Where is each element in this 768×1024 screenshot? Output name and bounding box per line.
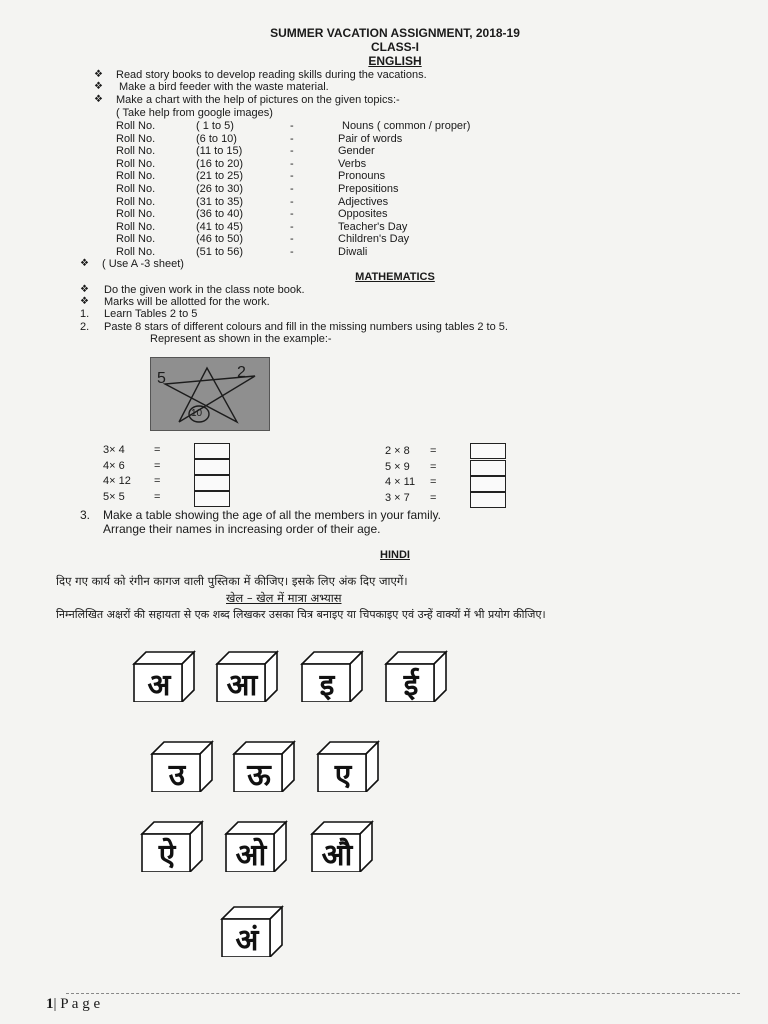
cube-letter: औ — [321, 837, 353, 873]
page-number — [46, 996, 100, 1013]
roll-topic: Adjectives — [338, 195, 389, 208]
star-right-number: 2 — [237, 364, 246, 381]
roll-label: Roll No. — [116, 246, 156, 258]
page-label: | P a g e — [53, 996, 101, 1012]
bullet-icon: ❖ — [94, 81, 103, 92]
roll-range: (16 to 20) — [196, 157, 244, 170]
roll-topic: Opposites — [338, 208, 388, 221]
mathematics-heading: MATHEMATICS — [355, 271, 435, 283]
problem-eq: = — [430, 492, 437, 504]
roll-dash: - — [290, 132, 294, 145]
roll-topic: Children's Day — [338, 233, 410, 246]
roll-range: (21 to 25) — [196, 170, 244, 183]
roll-dash: - — [290, 220, 294, 233]
hindi-subheading: खेल – खेल में मात्रा अभ्यास — [226, 591, 342, 605]
roll-label: Roll No. — [116, 170, 156, 183]
answer-box[interactable] — [194, 491, 230, 507]
english-item-2: Make a bird feeder with the waste material. — [119, 81, 329, 93]
roll-topic: Gender — [338, 145, 375, 158]
math-item-2: Paste 8 stars of different colours and fill in the missing numbers using tables 2 to 5. — [104, 321, 508, 333]
roll-dash: - — [290, 246, 294, 258]
page-title: SUMMER VACATION ASSIGNMENT, 2018-19 — [270, 26, 520, 40]
cube-letter: आ — [226, 667, 258, 703]
english-item-1: Read story books to develop reading skills during the vacations. — [116, 69, 427, 81]
math-item-2-num: 2. — [80, 321, 90, 333]
cube-letter: अ — [147, 667, 171, 703]
roll-dash: - — [290, 183, 294, 195]
letter-cube — [310, 820, 374, 872]
roll-dash: - — [290, 208, 294, 221]
cube-letter: ऊ — [247, 757, 271, 793]
roll-topic: Nouns ( common / proper) — [342, 120, 471, 132]
answer-box[interactable] — [194, 443, 230, 459]
english-item-3: Make a chart with the help of pictures on the given topics:- — [116, 94, 400, 106]
problem-eq: = — [154, 444, 161, 456]
answer-box[interactable] — [470, 443, 506, 459]
letter-cube — [384, 650, 448, 702]
roll-label: Roll No. — [116, 183, 156, 195]
bullet-icon: ❖ — [94, 94, 103, 105]
problem-expr: 4× 6 — [103, 460, 125, 472]
math-item-1-num: 1. — [80, 308, 90, 320]
footer-divider — [66, 993, 740, 994]
bullet-icon: ❖ — [94, 69, 103, 80]
bullet-icon: ❖ — [80, 296, 89, 307]
roll-label: Roll No. — [116, 157, 156, 170]
english-heading: ENGLISH — [368, 54, 422, 68]
problem-expr: 4 × 11 — [385, 476, 416, 488]
star-icon — [151, 358, 269, 430]
letter-cube — [220, 905, 284, 957]
star-center-number: 10 — [191, 408, 203, 419]
letter-cube — [224, 820, 288, 872]
roll-topic: Pair of words — [338, 132, 403, 145]
roll-range: (11 to 15) — [196, 145, 243, 158]
problem-expr: 2 × 8 — [385, 445, 410, 457]
roll-label: Roll No. — [116, 233, 156, 246]
roll-dash: - — [290, 170, 294, 183]
roll-range: ( 1 to 5) — [196, 120, 234, 132]
star-example-image — [150, 357, 270, 431]
math-item-3-line-1: Make a table showing the age of all the members in your family. — [103, 508, 441, 522]
problem-eq: = — [430, 476, 437, 488]
math-item-1: Learn Tables 2 to 5 — [104, 308, 198, 320]
problem-expr: 5 × 9 — [385, 461, 410, 473]
roll-label: Roll No. — [116, 132, 156, 145]
roll-range: (6 to 10) — [196, 132, 237, 145]
hindi-line-1: दिए गए कार्य को रंगीन कागज वाली पुस्तिका में कीजिए। इसके लिए अंक दिए जाएगें। — [56, 574, 408, 588]
roll-dash: - — [290, 233, 294, 246]
roll-topic: Verbs — [338, 157, 367, 170]
problem-expr: 3 × 7 — [385, 492, 410, 504]
roll-dash: - — [290, 120, 294, 132]
roll-dash: - — [290, 145, 294, 158]
hindi-heading: HINDI — [380, 549, 410, 561]
cube-letter: ए — [334, 757, 352, 793]
answer-box[interactable] — [194, 459, 230, 475]
cube-letter: ई — [403, 667, 419, 703]
google-note: ( Take help from google images) — [116, 107, 273, 119]
roll-label: Roll No. — [116, 195, 156, 208]
class-label: CLASS-I — [371, 40, 419, 54]
answer-box[interactable] — [470, 492, 506, 508]
bullet-icon: ❖ — [80, 284, 89, 295]
represent-note: Represent as shown in the example:- — [150, 333, 332, 345]
roll-label: Roll No. — [116, 220, 156, 233]
problem-expr: 3× 4 — [103, 444, 125, 456]
problem-eq: = — [154, 460, 161, 472]
cube-letter: अं — [235, 922, 259, 958]
roll-label: Roll No. — [116, 145, 156, 158]
roll-dash: - — [290, 195, 294, 208]
bullet-icon: ❖ — [80, 258, 89, 269]
letter-cube — [232, 740, 296, 792]
math-bullet-1: Do the given work in the class note book. — [104, 284, 305, 296]
letter-cube — [132, 650, 196, 702]
roll-topic: Pronouns — [338, 170, 386, 183]
page-number-value: 1 — [46, 996, 54, 1012]
cube-letter: ओ — [235, 837, 267, 873]
hindi-line-2: निम्नलिखित अक्षरों की सहायता से एक शब्द लिखकर उसका चित्र बनाइए या चिपकाइए एवं उन्हें वाक्यों में भी प्रयोग कीजिए। — [56, 608, 546, 621]
math-bullet-2: Marks will be allotted for the work. — [104, 296, 270, 308]
roll-range: (31 to 35) — [196, 195, 244, 208]
letter-cube — [140, 820, 204, 872]
answer-box[interactable] — [470, 476, 506, 492]
problem-expr: 4× 12 — [103, 475, 131, 487]
cube-letter: उ — [168, 757, 186, 793]
letter-cube — [316, 740, 380, 792]
problem-eq: = — [430, 445, 437, 457]
math-item-3-num: 3. — [80, 508, 91, 522]
problem-eq: = — [430, 461, 437, 473]
roll-dash: - — [290, 157, 294, 170]
roll-topic: Diwali — [338, 246, 368, 258]
letter-cube — [215, 650, 279, 702]
problem-expr: 5× 5 — [103, 491, 125, 503]
answer-box[interactable] — [470, 460, 506, 476]
problem-eq: = — [154, 475, 161, 487]
letter-cube — [150, 740, 214, 792]
roll-range: (46 to 50) — [196, 233, 244, 246]
cube-letter: ऐ — [158, 837, 176, 873]
roll-range: (26 to 30) — [196, 183, 244, 195]
math-item-3-line-2: Arrange their names in increasing order of their age. — [103, 522, 381, 536]
roll-topic: Prepositions — [338, 183, 399, 195]
roll-label: Roll No. — [116, 208, 156, 221]
answer-box[interactable] — [194, 475, 230, 491]
roll-range: (36 to 40) — [196, 208, 244, 221]
problem-eq: = — [154, 491, 161, 503]
cube-letter: इ — [319, 667, 335, 703]
star-left-number: 5 — [157, 370, 166, 387]
letter-cube — [300, 650, 364, 702]
roll-range: (41 to 45) — [196, 220, 244, 233]
roll-label: Roll No. — [116, 120, 156, 132]
roll-range: (51 to 56) — [196, 246, 244, 258]
sheet-note: ( Use A -3 sheet) — [102, 258, 184, 270]
roll-topic: Teacher's Day — [338, 220, 408, 233]
